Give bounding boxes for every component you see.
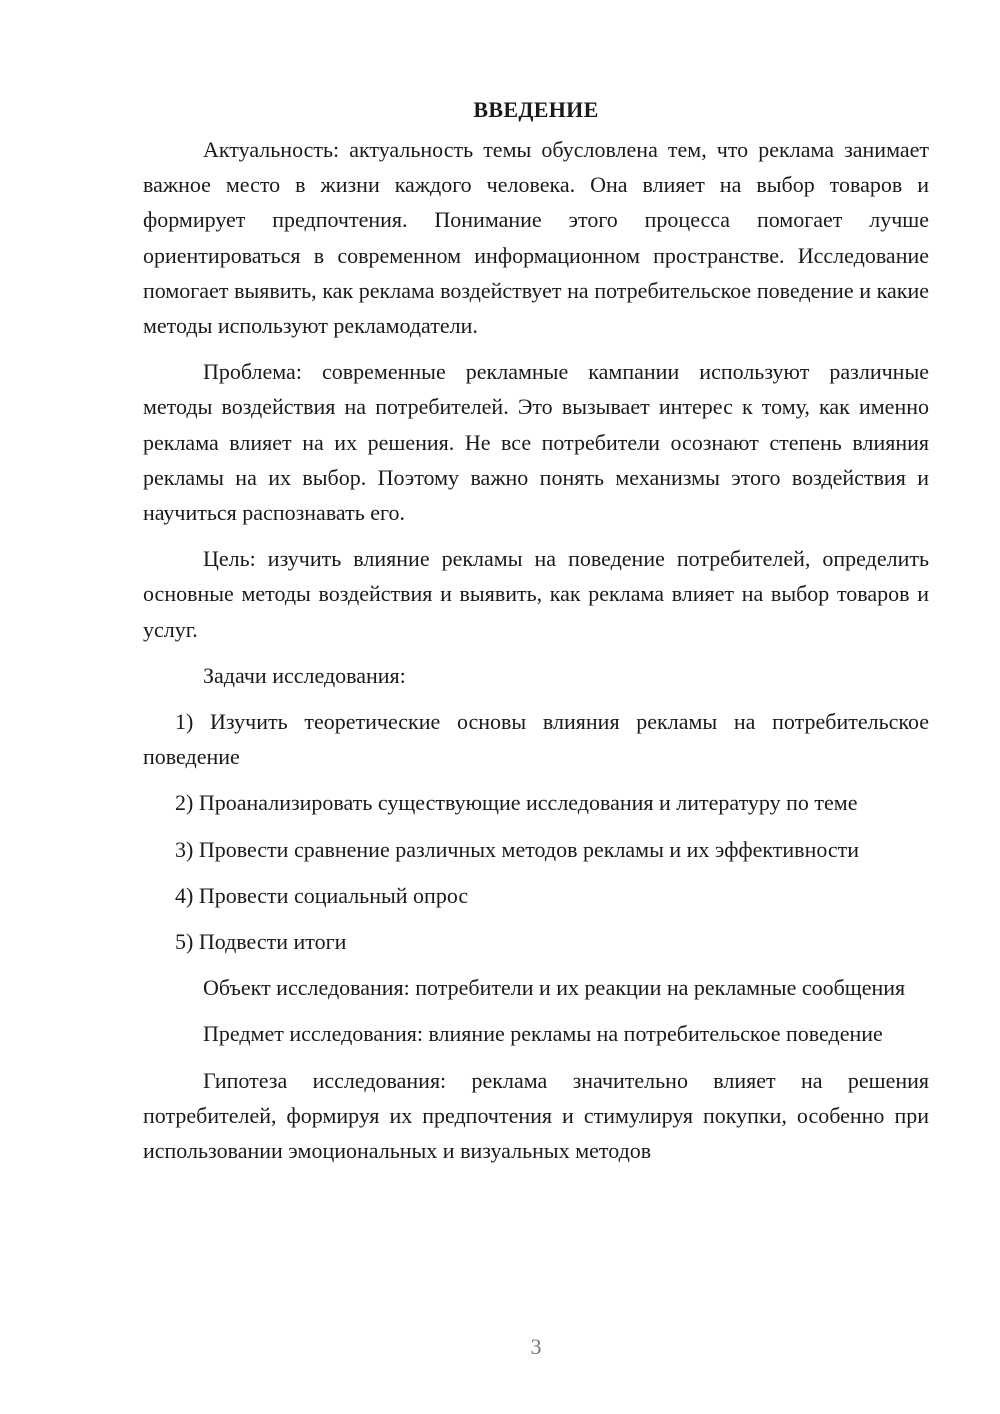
paragraph-relevance: Актуальность: актуальность темы обусловлена тем, что реклама занимает важное место в жизни каждого человека. Она влияет на выбор товаров и формирует предпочтения. Понимание этого процесса помогает лучше ориентироваться в современном информационном пространстве. Исследование помогает выявить, как реклама воздействует на потребительское поведение и какие методы используют рекламодатели. (143, 137, 929, 339)
paragraph-problem: Проблема: современные рекламные кампании используют различные методы воздействия на потребителей. Это вызывает интерес к тому, как именно реклама влияет на их решения. Не все потребители осознают степень влияния рекламы на их выбор. Поэтому важно понять механизмы этого воздействия и научиться распознавать его. (143, 359, 929, 526)
document-page (143, 92, 929, 1179)
task-item-5: 5) Подвести итоги (175, 929, 347, 955)
task-item-2: 2) Проанализировать существующие исследования и литературу по теме (175, 790, 858, 816)
page-number: 3 (530, 1334, 542, 1359)
task-item-3: 3) Провести сравнение различных методов рекламы и их эффективности (175, 836, 860, 862)
paragraph-hypothesis: Гипотеза исследования: реклама значительно влияет на решения потребителей, формируя их предпочтения и стимулируя покупки, особенно при использовании эмоциональных и визуальных методов (143, 1067, 929, 1164)
section-title: ВВЕДЕНИЕ (473, 97, 599, 122)
task-item-4: 4) Провести социальный опрос (175, 882, 469, 908)
tasks-heading: Задачи исследования: (203, 662, 406, 688)
paragraph-object: Объект исследования: потребители и их реакции на рекламные сообщения (203, 975, 906, 1001)
paragraph-subject: Предмет исследования: влияние рекламы на потребительское поведение (203, 1021, 883, 1047)
paragraph-goal: Цель: изучить влияние рекламы на поведение потребителей, определить основные методы воздействия и выявить, как реклама влияет на выбор товаров и услуг. (143, 546, 929, 642)
task-item-1: 1) Изучить теоретические основы влияния рекламы на потребительское поведение (143, 709, 929, 770)
